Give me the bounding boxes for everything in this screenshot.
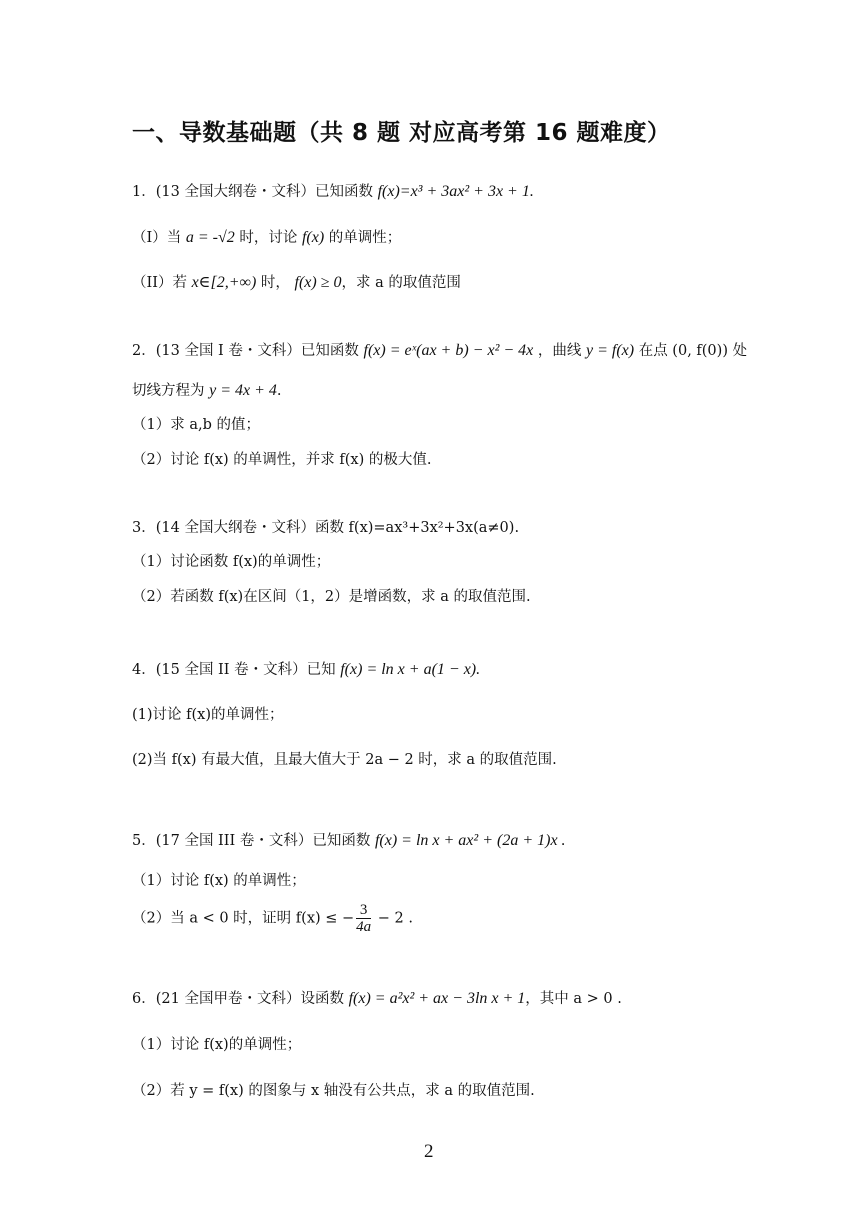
problem-1-part-1-mid: 时，讨论 [234, 230, 302, 246]
problem-4-stem-text: 4．(15 全国 II 卷・文科）已知 [132, 662, 341, 678]
section-heading: 一、导数基础题（共 8 题 对应高考第 16 题难度） [132, 120, 671, 146]
problem-1-part-2-prefix: （II）若 [132, 275, 192, 291]
problem-2-stem-text: 2．(13 全国 I 卷・文科）已知函数 [132, 343, 364, 359]
problem-6-stem-suffix: ，其中 a > 0 . [525, 991, 622, 1007]
problem-2-stem [132, 341, 747, 361]
problem-2-line-2-suffix: . [276, 383, 282, 399]
problem-1-part-2-formula-b: f(x) ≥ 0 [294, 274, 342, 291]
problem-1-stem-text: 1．(13 全国大纲卷・文科）已知函数 [132, 184, 378, 200]
problem-2-part-2: （2）讨论 f(x) 的单调性，并求 f(x) 的极大值. [132, 452, 432, 468]
problem-5-stem-formula: f(x) = ln x + ax² + (2a + 1)x . [374, 832, 566, 849]
problem-6-stem-formula: f(x) = a²x² + ax − 3ln x + 1 [348, 990, 526, 1007]
problem-3-part-1: （1）讨论函数 f(x)的单调性； [132, 554, 331, 570]
fraction-denominator: 4a [356, 919, 372, 935]
problem-3-part-2: （2）若函数 f(x)在区间（1，2）是增函数，求 a 的取值范围. [132, 589, 531, 605]
problem-5-stem [132, 831, 566, 851]
problem-2-line-2-formula: y = 4x + 4 [209, 382, 277, 399]
problem-1-part-1-formula-a: a = -√2 [185, 229, 235, 246]
problem-5-part-2 [132, 902, 413, 935]
problem-4-part-1: (1)讨论 f(x)的单调性； [132, 707, 284, 723]
problem-5-part-2-prefix: （2）当 a < 0 时，证明 f(x) ≤ − [132, 910, 355, 927]
problem-2-part-1: （1）求 a,b 的值； [132, 417, 260, 433]
problem-1-part-1-prefix: （I）当 [132, 230, 186, 246]
problem-2-stem-suffix: 在点 (0, f(0)) 处 [634, 343, 748, 359]
problem-2-stem-line-2 [132, 381, 282, 401]
problem-4-stem [132, 660, 480, 680]
problem-5-part-1: （1）讨论 f(x) 的单调性； [132, 873, 306, 889]
problem-5-stem-text: 5．(17 全国 III 卷・文科）已知函数 [132, 833, 375, 849]
problem-2-stem-mid: ，曲线 [533, 343, 586, 359]
fraction-numerator: 3 [356, 902, 371, 919]
problem-1-part-2-mid: 时， [256, 275, 295, 291]
problem-1-stem-formula: f(x)=x³ + 3ax² + 3x + 1. [377, 183, 534, 200]
problem-2-line-2-prefix: 切线方程为 [132, 383, 210, 399]
problem-2-stem-formula: f(x) = eˣ(ax + b) − x² − 4x [363, 342, 534, 359]
problem-4-stem-formula: f(x) = ln x + a(1 − x). [340, 661, 481, 678]
problem-1-part-2 [132, 273, 461, 293]
problem-1-part-1 [132, 228, 401, 248]
problem-5-part-2-suffix: − 2 . [373, 910, 413, 927]
problem-1-part-2-suffix: ，求 a 的取值范围 [341, 275, 461, 291]
problem-1-part-1-suffix: 的单调性； [324, 230, 402, 246]
fraction-three-over-4a [356, 902, 371, 935]
problem-1-part-1-formula-b: f(x) [301, 229, 325, 246]
problem-3-stem: 3．(14 全国大纲卷・文科）函数 f(x)=ax³+3x²+3x(a≠0). [132, 520, 520, 536]
page-number: 2 [424, 1141, 434, 1162]
problem-1-part-2-formula-a: x∈[2,+∞) [191, 274, 257, 291]
problem-6-part-2: （2）若 y = f(x) 的图象与 x 轴没有公共点，求 a 的取值范围. [132, 1083, 535, 1099]
problem-1-stem [132, 182, 534, 202]
problem-6-stem-text: 6．(21 全国甲卷・文科）设函数 [132, 991, 349, 1007]
problem-6-part-1: （1）讨论 f(x)的单调性； [132, 1037, 302, 1053]
problem-2-stem-formula-curve: y = f(x) [585, 342, 635, 359]
problem-6-stem [132, 989, 622, 1009]
problem-4-part-2: (2)当 f(x) 有最大值，且最大值大于 2a − 2 时，求 a 的取值范围. [132, 752, 557, 768]
